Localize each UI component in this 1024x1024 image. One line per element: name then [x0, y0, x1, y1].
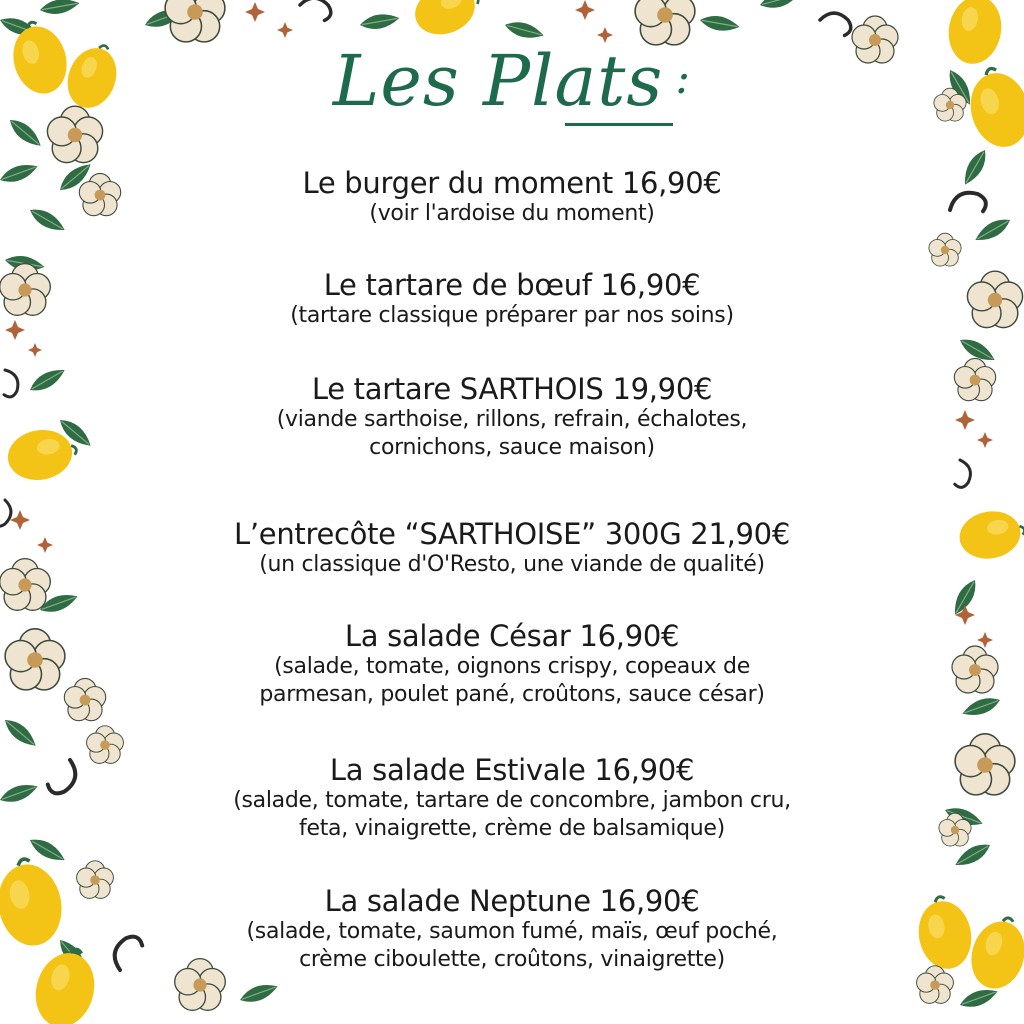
- menu-item-name: Le tartare SARTHOIS 19,90€: [311, 372, 713, 406]
- left-border-decoration: [0, 0, 280, 1024]
- menu-item: [150, 753, 874, 843]
- right-border-decoration: [913, 0, 1024, 1012]
- menu-item-name: Le burger du moment 16,90€: [302, 166, 722, 200]
- menu-item-name: La salade Estivale 16,90€: [329, 753, 695, 787]
- menu-item: [150, 166, 874, 228]
- menu-item-description: (salade, tomate, oignons crispy, copeaux de: [274, 654, 750, 679]
- menu-item-description: (voir l'ardoise du moment): [369, 201, 655, 226]
- menu-item-description: (tartare classique préparer par nos soins): [290, 303, 734, 328]
- menu-item-name: L’entrecôte “SARTHOISE” 300G 21,90€: [234, 517, 790, 551]
- title-underline: [565, 123, 673, 126]
- menu-item-description-line2: crème ciboulette, croûtons, vinaigrette): [299, 947, 725, 972]
- menu-item: [150, 517, 874, 579]
- menu-item-description-line2: feta, vinaigrette, crème de balsamique): [299, 816, 725, 841]
- menu-item: [150, 268, 874, 330]
- menu-item-name: La salade Neptune 16,90€: [324, 884, 700, 918]
- menu-item: [150, 884, 874, 974]
- page-title: [333, 40, 691, 122]
- menu-item-description-line2: parmesan, poulet pané, croûtons, sauce césar): [259, 682, 765, 707]
- menu-item-description: (salade, tomate, saumon fumé, maïs, œuf poché,: [246, 919, 778, 944]
- menu-item-description: (salade, tomate, tartare de concombre, jambon cru,: [233, 788, 791, 813]
- menu-item: [150, 372, 874, 462]
- menu-item-description: (un classique d'O'Resto, une viande de qualité): [259, 552, 765, 577]
- menu-item-name: La salade César 16,90€: [344, 619, 680, 653]
- menu-item-description-line2: cornichons, sauce maison): [369, 435, 655, 460]
- page-title-text: Les Plats: [332, 40, 664, 122]
- page-title-colon: :: [675, 53, 692, 104]
- menu-item-description: (viande sarthoise, rillons, refrain, échalotes,: [276, 407, 748, 432]
- menu-item: [150, 619, 874, 709]
- menu-item-name: Le tartare de bœuf 16,90€: [323, 268, 701, 302]
